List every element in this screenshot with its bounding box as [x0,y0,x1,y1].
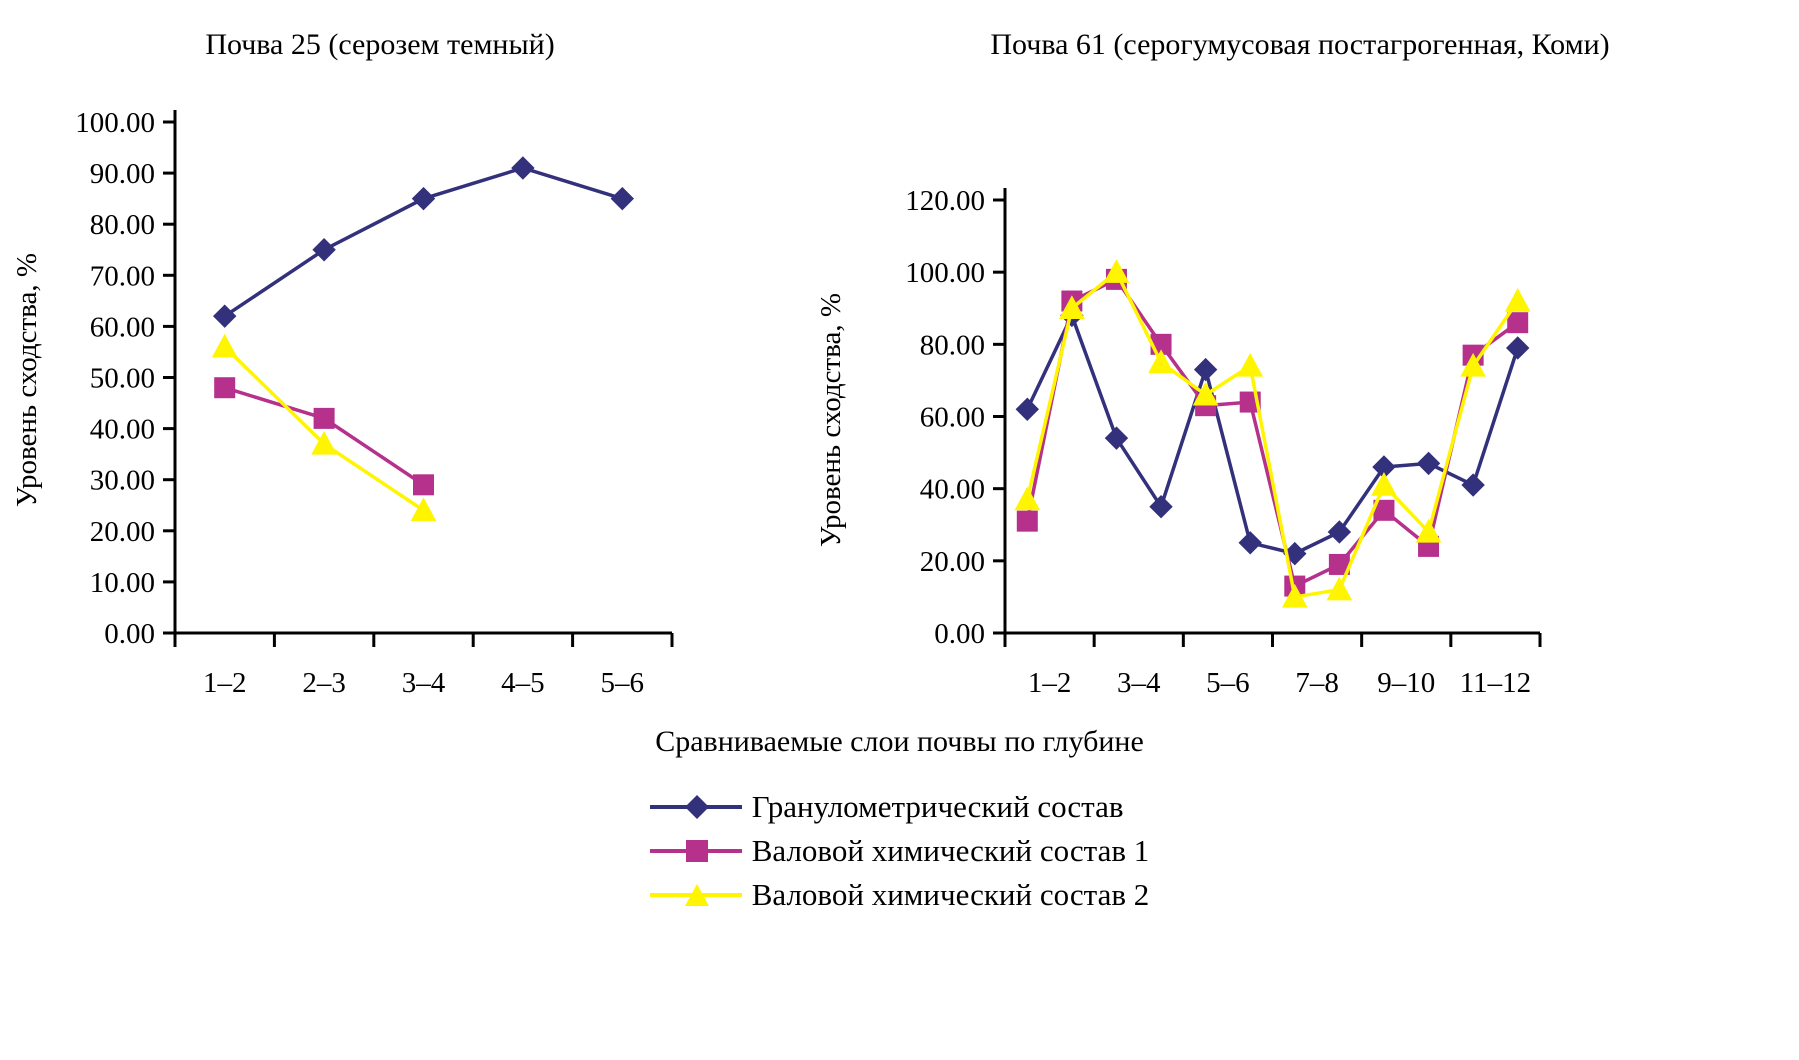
series-marker-3 [1327,578,1351,600]
y-tick-label: 0.00 [934,618,985,650]
y-tick-label: 60.00 [919,401,985,434]
y-tick-label: 20.00 [919,545,985,578]
chart-panel-left [0,0,760,760]
y-axis-title: Уровень сходства, % [815,292,847,548]
legend-label: Валовой химический состав 2 [751,877,1150,912]
legend-marker-triangle-icon [650,880,742,910]
series-marker-1 [1239,532,1261,554]
legend-label: Гранулометрический состав [751,789,1124,824]
legend-item[interactable] [650,785,1149,829]
chart-title-left: Почва 25 (серозем темный) [205,28,555,61]
series-marker-3 [1238,354,1262,376]
chart-title-right: Почва 61 (серогумусовая постагрогенная, Коми) [990,28,1610,61]
series-marker-1 [413,188,435,210]
plot-area-left [0,0,760,760]
legend-item[interactable] [650,873,1149,917]
series-marker-1 [1016,398,1038,420]
y-tick-label: 20.00 [89,515,155,548]
x-tick-label: 5–6 [600,667,645,699]
series-line-1 [1027,315,1517,553]
y-tick-label: 100.00 [75,107,155,139]
y-tick-label: 10.00 [89,566,155,599]
plot-area-right [800,0,1799,760]
legend-symbol [684,838,710,864]
series-marker-1 [1328,521,1350,543]
x-tick-label: 7–8 [1295,667,1339,699]
x-tick-label: 11–12 [1459,667,1532,699]
series-marker-3 [1506,289,1530,311]
series-marker-2 [1017,511,1037,531]
y-tick-label: 120.00 [905,185,985,217]
series-marker-2 [1508,313,1528,333]
legend-symbol [684,794,710,820]
x-tick-label: 5–6 [1206,667,1250,699]
series-marker-2 [414,475,434,495]
x-axis-caption: Сравниваемые слои почвы по глубине [655,725,1144,758]
legend-symbol [684,882,710,908]
series-marker-2 [215,378,235,398]
series-marker-3 [213,335,237,357]
series-marker-1 [512,157,534,179]
series-marker-3 [412,498,436,520]
x-tick-label: 9–10 [1377,667,1436,699]
x-tick-label: 1–2 [202,667,247,699]
series-marker-1 [214,305,236,327]
y-tick-label: 80.00 [89,209,155,242]
series-marker-1 [1105,427,1127,449]
x-tick-label: 3–4 [401,667,446,699]
x-tick-label: 3–4 [1117,667,1161,699]
y-axis-title: Уровень сходства, % [11,252,43,508]
y-tick-label: 0.00 [104,618,155,650]
y-tick-label: 40.00 [919,473,985,506]
series-line-2 [1027,279,1517,586]
legend-items [650,785,1149,917]
series-marker-1 [1462,474,1484,496]
y-tick-label: 50.00 [89,362,155,395]
series-marker-1 [1150,496,1172,518]
series-marker-1 [313,239,335,261]
legend-marker-square-icon [650,836,742,866]
y-tick-label: 60.00 [89,311,155,344]
series-marker-1 [1418,452,1440,474]
y-tick-label: 100.00 [905,257,985,290]
y-tick-label: 30.00 [89,464,155,497]
series-marker-3 [1015,487,1039,509]
chart-legend [0,785,1799,917]
chart-panel-right [800,0,1799,760]
series-marker-2 [314,408,334,428]
x-tick-label: 4–5 [501,667,545,699]
x-tick-label: 1–2 [1027,667,1072,699]
series-marker-1 [1195,359,1217,381]
y-tick-label: 70.00 [89,260,155,293]
y-tick-label: 40.00 [89,413,155,446]
x-tick-label: 2–3 [302,667,346,699]
legend-marker-diamond-icon [650,792,742,822]
legend-item[interactable] [650,829,1149,873]
series-marker-1 [611,188,633,210]
series-marker-1 [1507,337,1529,359]
y-tick-label: 90.00 [89,158,155,191]
y-tick-label: 80.00 [919,329,985,362]
legend-label: Валовой химический состав 1 [751,833,1150,868]
